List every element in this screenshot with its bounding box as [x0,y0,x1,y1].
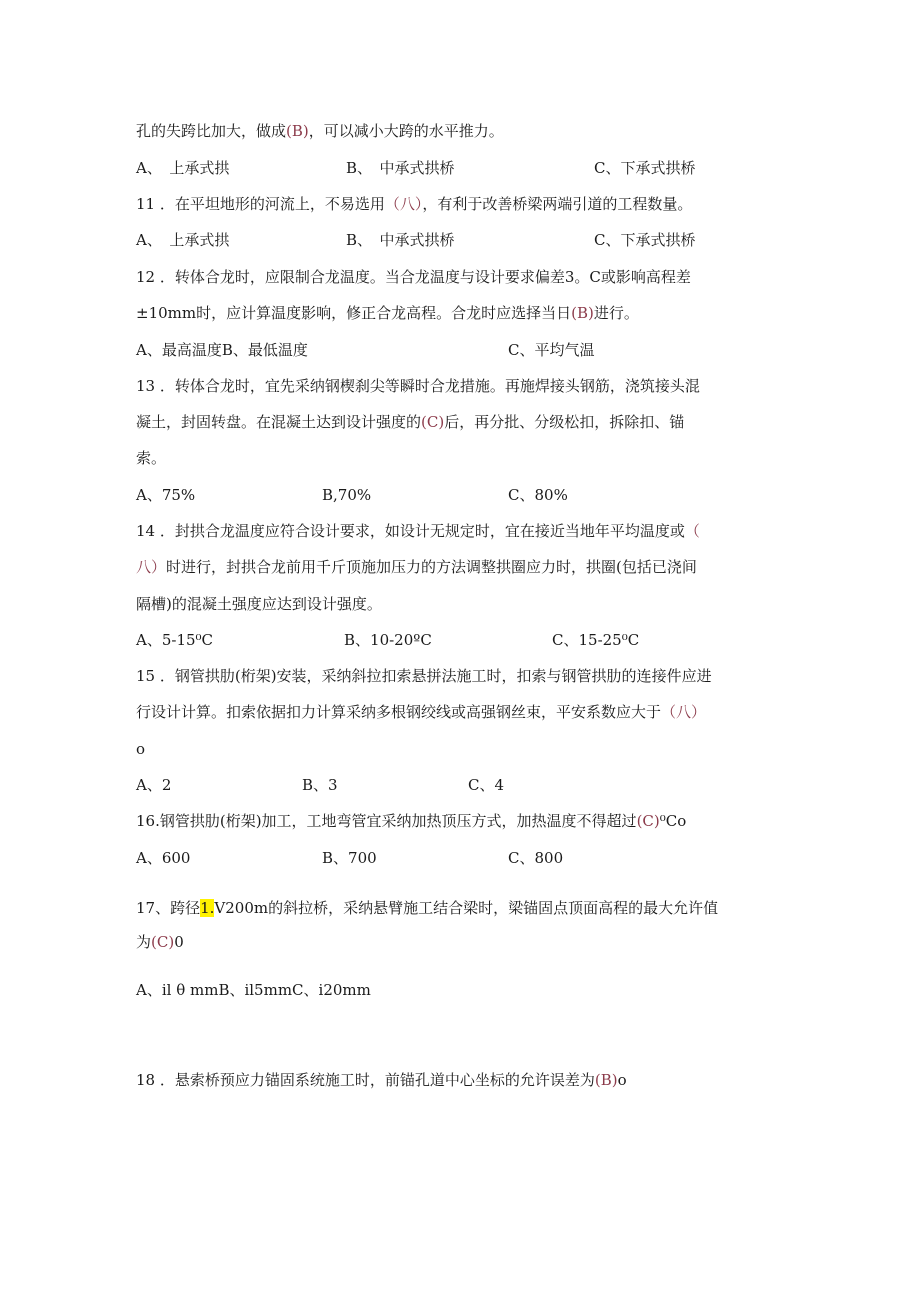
text: 0 [174,933,184,951]
option-b: B、10-20ºC [344,631,432,649]
text: 凝土，封固转盘。在混凝土达到设计强度的 [136,413,422,431]
option-a: A、75% [136,486,196,504]
option-c: C、80% [508,486,568,504]
question-13-line2 [136,412,796,432]
answer: (B) [286,122,309,140]
option-c: C、下承式拱桥 [594,159,696,177]
question-17-line2 [136,932,796,952]
option-b: B、3 [302,776,338,794]
question-12-line1: 12 ．转体合龙时，应限制合龙温度。当合龙温度与设计要求偏差3。C或影响高程差 [136,268,691,286]
text: ，有利于改善桥梁两端引道的工程数量。 [422,195,693,213]
text: o [617,1071,627,1089]
option-c: C、4 [468,776,505,794]
answer: （八） [661,703,707,721]
question-14-line1 [136,521,796,541]
question-15-line1: 15 ．钢管拱肋(桁架)安装，采纳斜拉扣索悬拼法施工时，扣索与钢管拱肋的连接件应进 [136,667,712,685]
text: 18 ．悬索桥预应力锚固系统施工时，前锚孔道中心坐标的允许误差为 [136,1071,595,1089]
text: ，可以减小大跨的水平推力。 [308,122,504,140]
text: 16.钢管拱肋(桁架)加工，工地弯管宜采纳加热顶压方式，加热温度不得超过 [136,812,637,830]
question-15-line3: o [136,740,146,758]
answer: 八） [136,558,167,576]
text: 11 ．在平坦地形的河流上，不易选用 [136,195,385,213]
answer: (C) [151,933,175,951]
option-b: B、 中承式拱桥 [346,231,455,249]
question-11 [136,194,796,214]
option-a: A、 上承式拱 [136,231,230,249]
option-a: A、2 [136,776,172,794]
answer: （八） [384,195,423,213]
text: 时进行，封拱合龙前用千斤顶施加压力的方法调整拱圈应力时，拱圈(包括已浇间 [166,558,697,576]
option-a: A、 上承式拱 [136,159,230,177]
question-18 [136,1070,796,1090]
text: ±10mm时，应计算温度影响，修正合龙高程。合龙时应选择当日 [136,304,572,322]
option-c: C、平均气温 [508,341,595,359]
text: 后，再分批、分级松扣，拆除扣、锚 [444,413,685,431]
question-13-line1: 13 ．转体合龙时，宜先采纳钢楔刹尖等瞬时合龙措施。再施焊接头钢筋，浇筑接头混 [136,377,700,395]
answer: (B) [571,304,594,322]
question-13-line3: 索。 [136,449,167,467]
text: 17、跨径 [136,899,201,917]
option-c: C、15-25⁰C [552,631,640,649]
option-ab: A、最高温度B、最低温度 [136,341,308,359]
question-12-line2 [136,303,796,323]
text: 进行。 [593,304,639,322]
q17-options: A、il θ mmB、il5mmC、i20mm [136,981,371,999]
option-c: C、下承式拱桥 [594,231,696,249]
option-b: B、 中承式拱桥 [346,159,455,177]
text: 行设计计算。扣索依据扣力计算采纳多根钢绞线或高强钢丝束，平安系数应大于 [136,703,662,721]
answer: (C) [421,413,445,431]
question-17-line1 [136,895,796,921]
highlighted-text: 1. [200,899,215,917]
option-b: B、700 [322,849,377,867]
option-a: A、600 [136,849,191,867]
text: 为 [136,933,152,951]
text: ⁰Co [659,812,687,830]
question-16 [136,811,796,831]
answer: (C) [636,812,660,830]
answer: （ [684,522,700,540]
option-c: C、800 [508,849,564,867]
question-14-line3: 隔槽)的混凝土强度应达到设计强度。 [136,595,382,613]
option-a: A、5-15⁰C [136,631,214,649]
option-b: B,70% [322,486,372,504]
text: V200m的斜拉桥，采纳悬臂施工结合梁时，梁锚固点顶面高程的最大允许值 [214,899,719,917]
text: 14 ．封拱合龙温度应符合设计要求，如设计无规定时，宜在接近当地年平均温度或 [136,522,685,540]
text: 孔的失跨比加大，做成 [136,122,287,140]
question-14-line2 [136,557,796,577]
answer: (B) [594,1071,618,1089]
question-15-line2 [136,702,796,722]
q10-continuation [136,121,796,141]
